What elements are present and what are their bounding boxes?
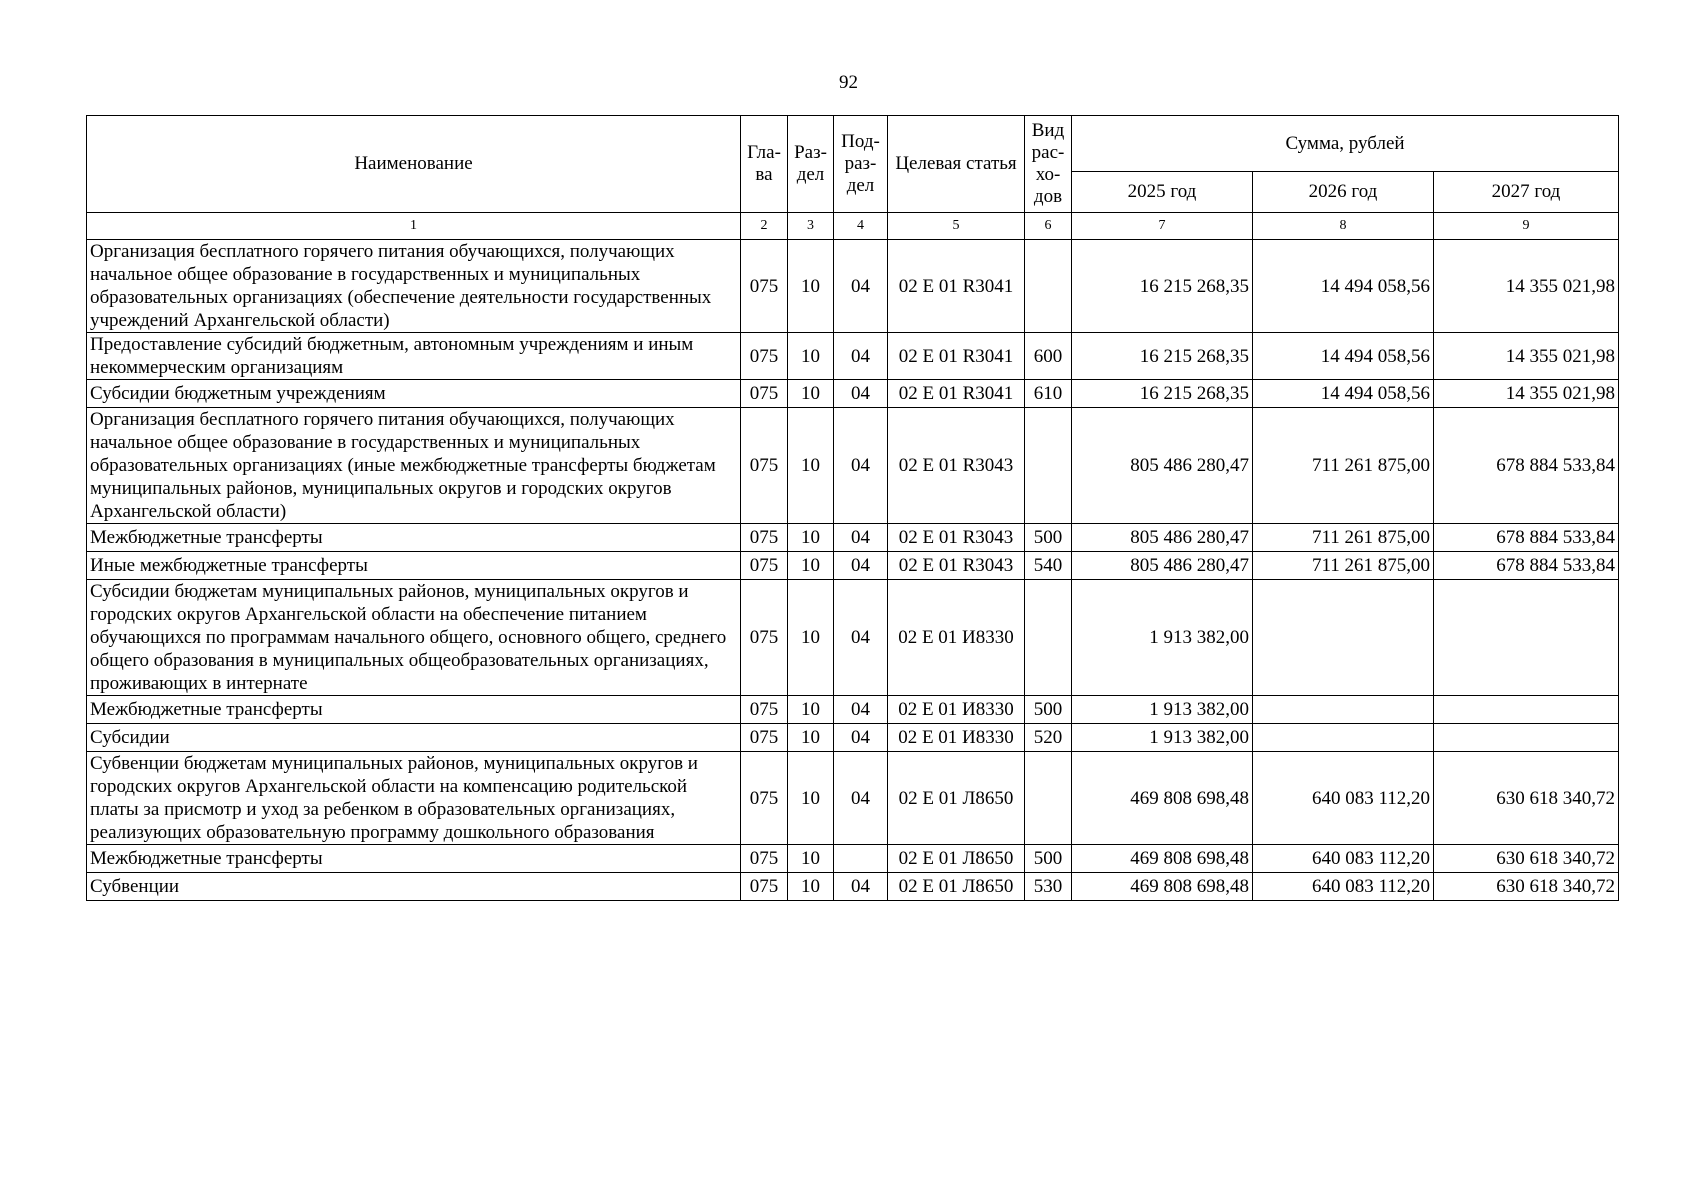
- row-name: Субсидии бюджетам муниципальных районов, муниципальных округов и городских округов Архангельской области на обеспечение питанием обучающихся по программам начального общего, основного общего, среднего общего образования в муниципальных общеобразовательных организациях, проживающих в интернате: [87, 580, 741, 696]
- row-celevaya-statya: 02 Е 01 И8330: [888, 580, 1025, 696]
- row-razdel: 10: [788, 696, 834, 724]
- row-sum-2025: 1 913 382,00: [1072, 580, 1253, 696]
- row-razdel: 10: [788, 240, 834, 333]
- column-number: 1: [87, 213, 741, 240]
- row-sum-2025: 805 486 280,47: [1072, 408, 1253, 524]
- row-vid-rashodov: 520: [1025, 724, 1072, 752]
- row-glava: 075: [741, 408, 788, 524]
- table-row: [87, 333, 1619, 380]
- row-glava: 075: [741, 240, 788, 333]
- row-podrazdel: 04: [834, 240, 888, 333]
- row-celevaya-statya: 02 Е 01 R3043: [888, 524, 1025, 552]
- row-vid-rashodov: 600: [1025, 333, 1072, 380]
- row-podrazdel: 04: [834, 696, 888, 724]
- row-podrazdel: 04: [834, 333, 888, 380]
- row-razdel: 10: [788, 552, 834, 580]
- row-razdel: 10: [788, 580, 834, 696]
- header-2026: 2026 год: [1253, 172, 1434, 213]
- row-sum-2026: 640 083 112,20: [1253, 845, 1434, 873]
- row-celevaya-statya: 02 Е 01 И8330: [888, 724, 1025, 752]
- row-sum-2027: 630 618 340,72: [1434, 752, 1619, 845]
- row-sum-2026: 711 261 875,00: [1253, 552, 1434, 580]
- table-row: [87, 845, 1619, 873]
- row-glava: 075: [741, 752, 788, 845]
- column-number: 6: [1025, 213, 1072, 240]
- row-name: Предоставление субсидий бюджетным, автономным учреждениям и иным некоммерческим организациям: [87, 333, 741, 380]
- row-sum-2025: 1 913 382,00: [1072, 724, 1253, 752]
- row-sum-2025: 16 215 268,35: [1072, 240, 1253, 333]
- row-sum-2027: 630 618 340,72: [1434, 873, 1619, 901]
- row-podrazdel: 04: [834, 524, 888, 552]
- row-sum-2025: 469 808 698,48: [1072, 752, 1253, 845]
- row-sum-2027: 14 355 021,98: [1434, 333, 1619, 380]
- row-sum-2026: 711 261 875,00: [1253, 408, 1434, 524]
- row-razdel: 10: [788, 724, 834, 752]
- page-number: 92: [839, 72, 858, 93]
- row-vid-rashodov: 500: [1025, 845, 1072, 873]
- row-vid-rashodov: 610: [1025, 380, 1072, 408]
- header-razdel: Раз-дел: [788, 116, 834, 213]
- row-sum-2027: 630 618 340,72: [1434, 845, 1619, 873]
- row-name: Субсидии: [87, 724, 741, 752]
- row-celevaya-statya: 02 Е 01 Л8650: [888, 752, 1025, 845]
- row-razdel: 10: [788, 524, 834, 552]
- row-sum-2026: 14 494 058,56: [1253, 240, 1434, 333]
- header-2025: 2025 год: [1072, 172, 1253, 213]
- row-sum-2027: [1434, 580, 1619, 696]
- header-celevaya: Целевая статья: [888, 116, 1025, 213]
- row-celevaya-statya: 02 Е 01 Л8650: [888, 873, 1025, 901]
- row-sum-2027: [1434, 724, 1619, 752]
- row-celevaya-statya: 02 Е 01 Л8650: [888, 845, 1025, 873]
- row-podrazdel: 04: [834, 580, 888, 696]
- row-name: Межбюджетные трансферты: [87, 524, 741, 552]
- table-body: [87, 213, 1619, 901]
- row-sum-2027: 14 355 021,98: [1434, 380, 1619, 408]
- row-vid-rashodov: [1025, 408, 1072, 524]
- table-row: [87, 580, 1619, 696]
- row-razdel: 10: [788, 408, 834, 524]
- row-sum-2025: 805 486 280,47: [1072, 524, 1253, 552]
- row-sum-2027: [1434, 696, 1619, 724]
- column-number: 7: [1072, 213, 1253, 240]
- row-name: Организация бесплатного горячего питания обучающихся, получающих начальное общее образование в государственных и муниципальных образовательных организациях (иные межбюджетные трансферты бюджетам муниципальных районов, муниципальных округов и городских округов Архангельской области): [87, 408, 741, 524]
- row-podrazdel: 04: [834, 873, 888, 901]
- table-row: [87, 408, 1619, 524]
- row-vid-rashodov: 530: [1025, 873, 1072, 901]
- row-celevaya-statya: 02 Е 01 R3041: [888, 240, 1025, 333]
- row-celevaya-statya: 02 Е 01 R3041: [888, 333, 1025, 380]
- row-vid-rashodov: 500: [1025, 696, 1072, 724]
- row-sum-2027: 678 884 533,84: [1434, 552, 1619, 580]
- row-sum-2026: 14 494 058,56: [1253, 333, 1434, 380]
- column-number: 8: [1253, 213, 1434, 240]
- table-row: [87, 696, 1619, 724]
- table-row: [87, 380, 1619, 408]
- header-podrazdel: Под-раз-дел: [834, 116, 888, 213]
- row-glava: 075: [741, 696, 788, 724]
- row-glava: 075: [741, 873, 788, 901]
- row-glava: 075: [741, 724, 788, 752]
- row-sum-2026: 711 261 875,00: [1253, 524, 1434, 552]
- row-celevaya-statya: 02 Е 01 R3043: [888, 552, 1025, 580]
- row-sum-2026: 14 494 058,56: [1253, 380, 1434, 408]
- header-glava: Гла-ва: [741, 116, 788, 213]
- row-name: Субвенции: [87, 873, 741, 901]
- table-row: [87, 240, 1619, 333]
- column-number: 2: [741, 213, 788, 240]
- row-celevaya-statya: 02 Е 01 R3043: [888, 408, 1025, 524]
- header-name: Наименование: [87, 116, 741, 213]
- row-razdel: 10: [788, 380, 834, 408]
- header-2027: 2027 год: [1434, 172, 1619, 213]
- row-glava: 075: [741, 380, 788, 408]
- table-row: [87, 524, 1619, 552]
- column-number: 4: [834, 213, 888, 240]
- row-vid-rashodov: [1025, 752, 1072, 845]
- row-sum-2026: [1253, 580, 1434, 696]
- column-number: 9: [1434, 213, 1619, 240]
- column-number-row: [87, 213, 1619, 240]
- row-sum-2025: 16 215 268,35: [1072, 380, 1253, 408]
- table-row: [87, 873, 1619, 901]
- row-glava: 075: [741, 552, 788, 580]
- row-sum-2025: 16 215 268,35: [1072, 333, 1253, 380]
- row-sum-2027: 678 884 533,84: [1434, 408, 1619, 524]
- row-sum-2027: 678 884 533,84: [1434, 524, 1619, 552]
- column-number: 5: [888, 213, 1025, 240]
- row-podrazdel: 04: [834, 380, 888, 408]
- row-sum-2026: 640 083 112,20: [1253, 873, 1434, 901]
- row-sum-2025: 805 486 280,47: [1072, 552, 1253, 580]
- budget-table: [86, 115, 1619, 901]
- row-name: Организация бесплатного горячего питания обучающихся, получающих начальное общее образование в государственных и муниципальных образовательных организациях (обеспечение деятельности государственных учреждений Архангельской области): [87, 240, 741, 333]
- row-celevaya-statya: 02 Е 01 И8330: [888, 696, 1025, 724]
- row-podrazdel: [834, 845, 888, 873]
- row-celevaya-statya: 02 Е 01 R3041: [888, 380, 1025, 408]
- row-name: Иные межбюджетные трансферты: [87, 552, 741, 580]
- row-podrazdel: 04: [834, 752, 888, 845]
- row-sum-2025: 1 913 382,00: [1072, 696, 1253, 724]
- row-glava: 075: [741, 333, 788, 380]
- header-summa: Сумма, рублей: [1072, 116, 1619, 172]
- row-sum-2026: 640 083 112,20: [1253, 752, 1434, 845]
- row-sum-2026: [1253, 696, 1434, 724]
- row-podrazdel: 04: [834, 724, 888, 752]
- header-vid: Вид рас-хо-дов: [1025, 116, 1072, 213]
- row-glava: 075: [741, 845, 788, 873]
- row-podrazdel: 04: [834, 408, 888, 524]
- row-vid-rashodov: [1025, 240, 1072, 333]
- row-razdel: 10: [788, 333, 834, 380]
- row-podrazdel: 04: [834, 552, 888, 580]
- row-vid-rashodov: 500: [1025, 524, 1072, 552]
- row-sum-2025: 469 808 698,48: [1072, 873, 1253, 901]
- row-sum-2026: [1253, 724, 1434, 752]
- row-name: Межбюджетные трансферты: [87, 696, 741, 724]
- row-name: Межбюджетные трансферты: [87, 845, 741, 873]
- row-name: Субвенции бюджетам муниципальных районов, муниципальных округов и городских округов Архангельской области на компенсацию родительской платы за присмотр и уход за ребенком в образовательных организациях, реализующих образовательную программу дошкольного образования: [87, 752, 741, 845]
- table-row: [87, 552, 1619, 580]
- table-row: [87, 724, 1619, 752]
- row-name: Субсидии бюджетным учреждениям: [87, 380, 741, 408]
- row-glava: 075: [741, 524, 788, 552]
- row-sum-2025: 469 808 698,48: [1072, 845, 1253, 873]
- column-number: 3: [788, 213, 834, 240]
- table-row: [87, 752, 1619, 845]
- row-vid-rashodov: 540: [1025, 552, 1072, 580]
- row-razdel: 10: [788, 752, 834, 845]
- row-sum-2027: 14 355 021,98: [1434, 240, 1619, 333]
- row-glava: 075: [741, 580, 788, 696]
- row-razdel: 10: [788, 845, 834, 873]
- row-razdel: 10: [788, 873, 834, 901]
- row-vid-rashodov: [1025, 580, 1072, 696]
